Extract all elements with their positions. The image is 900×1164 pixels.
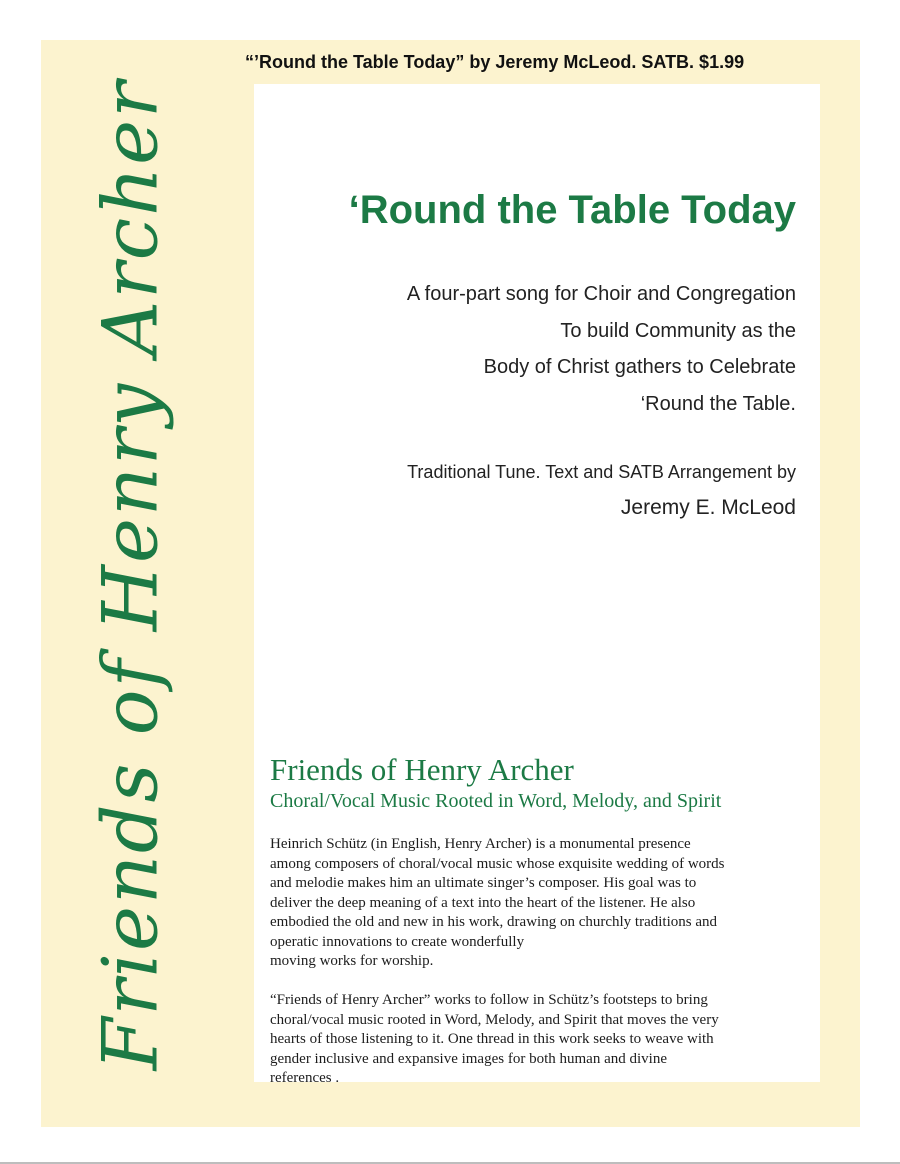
description-line: To build Community as the (560, 319, 796, 342)
about-paragraph-2 (270, 991, 815, 1089)
paragraph-line: hearts of those listening to it. One thread in this work seeks to weave with (270, 1031, 714, 1047)
arrangement-credit: Traditional Tune. Text and SATB Arrangement by (407, 462, 796, 482)
vertical-series-title: Friends of Henry Archer (85, 79, 175, 1071)
paragraph-line: and melodie makes him an ultimate singer’s composer. His goal was to (270, 875, 697, 891)
about-paragraph-1 (270, 835, 815, 972)
song-description (276, 276, 796, 422)
description-line: A four-part song for Choir and Congregation (406, 283, 796, 305)
description-line: ‘Round the Table. (640, 392, 796, 415)
paragraph-line: choral/vocal music rooted in Word, Melody, and Spirit that moves the very (270, 1011, 719, 1028)
paragraph-line: Heinrich Schütz (in English, Henry Archer) is a monumental presence (270, 836, 691, 852)
paragraph-line: embodied the old and new in his work, drawing on churchly traditions and (270, 914, 717, 930)
paragraph-line: moving works for worship. (270, 953, 434, 969)
song-title: ‘Round the Table Today (348, 188, 796, 232)
paragraph-line: references . (270, 1070, 340, 1086)
paragraph-line: operatic innovations to create wonderfully (270, 933, 525, 950)
about-subheading: Choral/Vocal Music Rooted in Word, Melody, and Spirit (270, 790, 722, 812)
about-heading: Friends of Henry Archer (270, 752, 574, 787)
paragraph-line: deliver the deep meaning of a text into the heart of the listener. He also (270, 894, 696, 911)
composer-name: Jeremy E. McLeod (620, 496, 796, 519)
paragraph-line: “Friends of Henry Archer” works to follow in Schütz’s footsteps to bring (270, 992, 708, 1008)
paragraph-line: among composers of choral/vocal music whose exquisite wedding of words (270, 855, 725, 872)
description-line: Body of Christ gathers to Celebrate (483, 356, 796, 378)
product-title: “’Round the Table Today” by Jeremy McLeod. SATB. $1.99 (245, 52, 745, 72)
paragraph-line: gender inclusive and expansive images for both human and divine (270, 1050, 667, 1067)
